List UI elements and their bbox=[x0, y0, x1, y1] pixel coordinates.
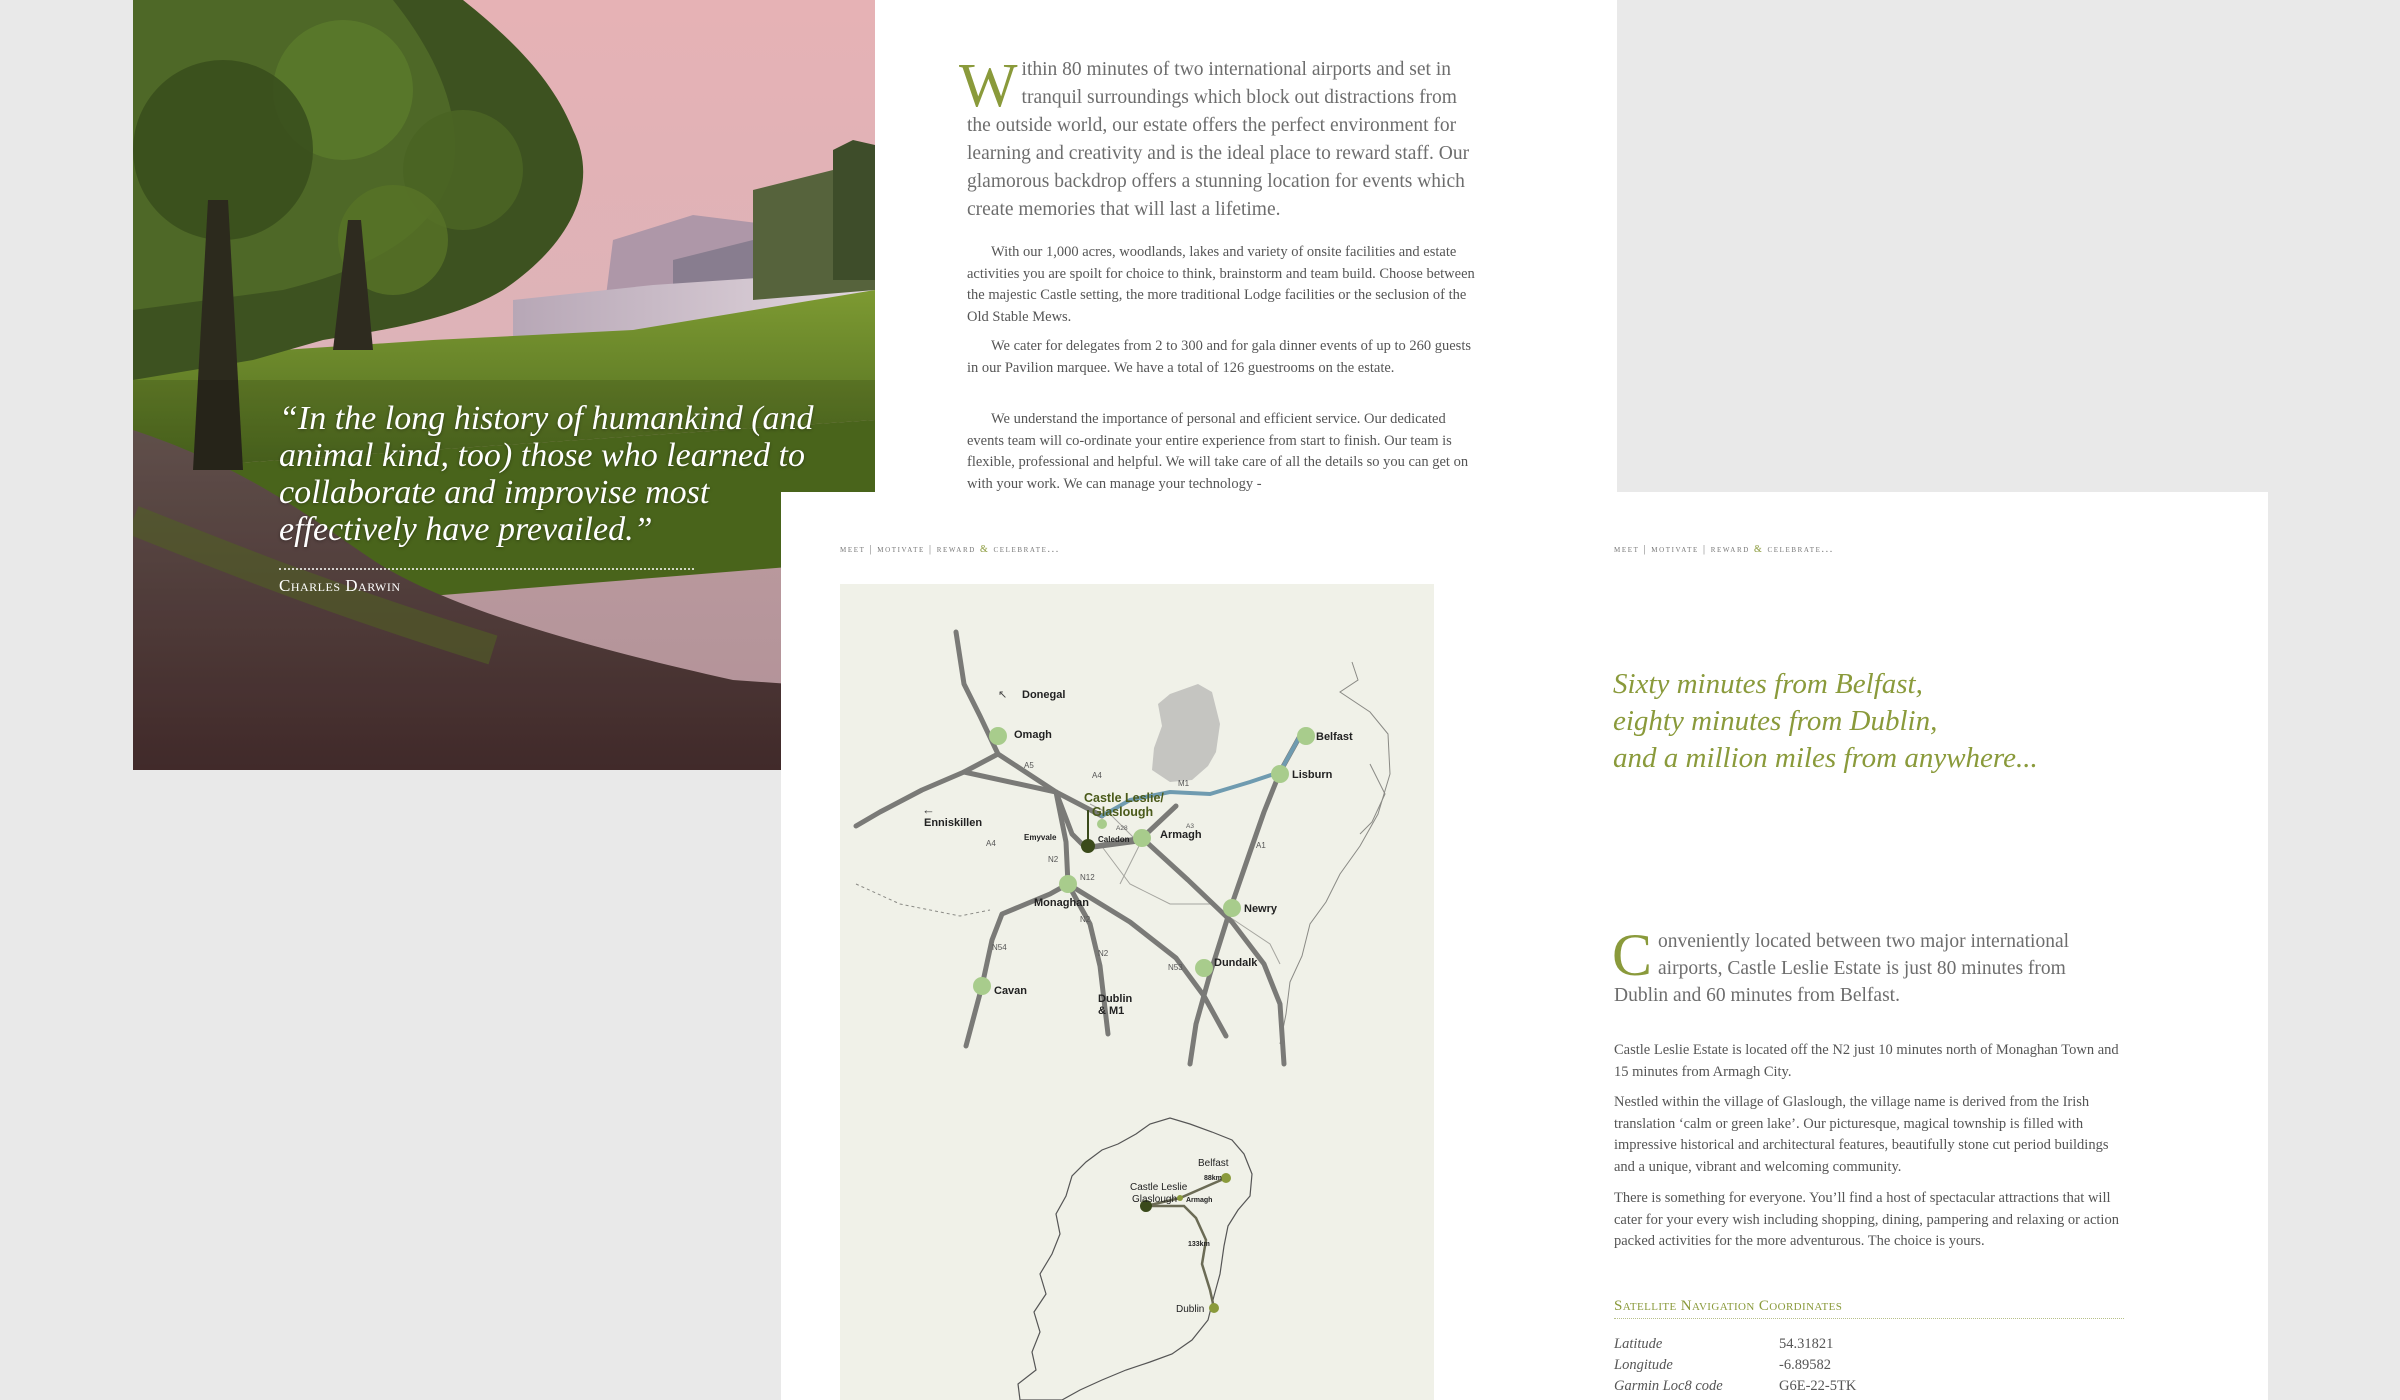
coord-value: G6E-22-5TK bbox=[1779, 1378, 1857, 1394]
intro-lead-text: ithin 80 minutes of two international airports and set in tranquil surroundings which block out distractions from the outside world, our estate offers the perfect environment for learning and creativity and is the ideal place to reward staff. Our glamorous backdrop offers a stunning location for events which create memories that will last a lifetime. bbox=[967, 59, 1470, 220]
inset-label-dublin-km: 133km bbox=[1188, 1241, 1210, 1248]
region-map-svg bbox=[840, 584, 1434, 1400]
location-tagline bbox=[1613, 666, 2173, 777]
location-lead-text: onveniently located between two major international airports, Castle Leslie Estate is just 80 minutes from Dublin and 60 minutes from Belfast. bbox=[1614, 931, 2070, 1006]
coord-label: Latitude bbox=[1614, 1336, 1663, 1352]
location-drop-cap: C bbox=[1612, 922, 1653, 988]
map-label-glaslough: Glaslough bbox=[1092, 805, 1154, 819]
road-label-n2-a: N2 bbox=[1048, 855, 1059, 864]
location-lead-paragraph bbox=[1612, 922, 2114, 1009]
coord-row-latitude bbox=[1614, 1334, 1856, 1355]
coordinates-table bbox=[1614, 1334, 1856, 1397]
satnav-heading: Satellite Navigation Coordinates bbox=[1614, 1298, 1843, 1314]
map-label-enniskillen: Enniskillen bbox=[924, 817, 983, 829]
inset-label-belfast: Belfast bbox=[1198, 1158, 1229, 1169]
intro-text-page bbox=[875, 0, 1617, 492]
location-paragraph-2: Nestled within the village of Glaslough, the village name is derived from the Irish translation ‘calm or green lake’. Our picturesque, magical township is filled with impressive historical and architectural features, beautifully stone cut period buildings and a unique, vibrant and welcoming community. bbox=[1614, 1094, 2109, 1175]
intro-paragraph-3: We understand the importance of personal and efficient service. Our dedicated events team will co-ordinate your entire experience from start to finish. Our team is flexible, professional and helpful. We will take care of all the details so you can get on with your work. We can manage your technology - bbox=[967, 411, 1469, 492]
location-spread bbox=[781, 492, 2268, 1400]
coord-row-loc8 bbox=[1614, 1376, 1856, 1397]
road-label-a1: A1 bbox=[1256, 841, 1266, 850]
enniskillen-arrow-icon: ← bbox=[922, 802, 935, 817]
intro-drop-cap: W bbox=[959, 52, 1018, 120]
inset-label-glaslough: Glaslough bbox=[1132, 1194, 1178, 1205]
intro-paragraph-2: We cater for delegates from 2 to 300 and for gala dinner events of up to 260 guests in our Pavilion marquee. We have a total of 126 guestrooms on the estate. bbox=[967, 338, 1472, 376]
road-label-a4-west: A4 bbox=[986, 839, 996, 848]
road-label-n53: N53 bbox=[1168, 963, 1183, 972]
map-label-caledon: Caledon bbox=[1098, 835, 1130, 844]
coord-label: Garmin Loc8 code bbox=[1614, 1378, 1723, 1394]
map-label-castle-leslie: Castle Leslie/ bbox=[1084, 791, 1164, 805]
road-label-a3: A3 bbox=[1186, 823, 1194, 830]
map-label-newry: Newry bbox=[1244, 903, 1278, 915]
coord-value: 54.31821 bbox=[1779, 1336, 1834, 1352]
location-map bbox=[840, 584, 1434, 1400]
landscape-photo bbox=[133, 0, 875, 770]
running-head-left: meet | motivate | reward & celebrate... bbox=[840, 544, 1060, 555]
ireland-inset-map bbox=[1018, 1118, 1252, 1400]
map-label-armagh: Armagh bbox=[1160, 829, 1202, 841]
darwin-quote: “In the long history of humankind (and animal kind, too) those who learned to collaborate and improvise most effectively have prevailed.” bbox=[279, 400, 814, 548]
landscape-photo-page bbox=[133, 0, 875, 770]
intro-lead-paragraph bbox=[959, 52, 1479, 224]
coord-value: -6.89582 bbox=[1779, 1357, 1831, 1373]
road-label-m1: M1 bbox=[1178, 779, 1190, 788]
inset-label-dublin: Dublin bbox=[1176, 1304, 1205, 1315]
location-paragraph-3: There is something for everyone. You’ll find a host of spectacular attractions that will cater for your every wish including shopping, dining, pampering and relaxing or action packed activities for the more adventurous. The choice is yours. bbox=[1614, 1190, 2119, 1249]
tagline-line-1: Sixty minutes from Belfast, bbox=[1613, 668, 1923, 700]
map-label-cavan: Cavan bbox=[994, 985, 1028, 997]
inset-label-belfast-km: 88km bbox=[1204, 1175, 1222, 1182]
road-label-a28: A28 bbox=[1116, 825, 1128, 832]
map-label-lisburn: Lisburn bbox=[1292, 769, 1333, 781]
intro-paragraph-1: With our 1,000 acres, woodlands, lakes and variety of onsite facilities and estate activities you are spoilt for choice to think, brainstorm and team build. Choose between the majestic Castle setting, the more traditional Lodge facilities or the seclusion of the Old Stable Mews. bbox=[967, 244, 1475, 325]
map-label-omagh: Omagh bbox=[1014, 729, 1052, 741]
quote-author: Charles Darwin bbox=[279, 576, 401, 595]
quote-divider bbox=[279, 568, 694, 570]
road-label-a4-north: A4 bbox=[1092, 771, 1102, 780]
satnav-divider bbox=[1614, 1318, 2124, 1319]
coord-label: Longitude bbox=[1614, 1357, 1673, 1373]
lough-neagh bbox=[1152, 684, 1220, 782]
castle-leslie-marker bbox=[1081, 839, 1095, 853]
donegal-arrow-icon: ↖ bbox=[998, 689, 1008, 701]
map-label-m1: & M1 bbox=[1098, 1005, 1125, 1017]
map-label-belfast: Belfast bbox=[1316, 731, 1353, 743]
tagline-line-3: and a million miles from anywhere... bbox=[1613, 742, 2038, 774]
inset-label-castle-leslie: Castle Leslie bbox=[1130, 1182, 1188, 1193]
running-head-right: meet | motivate | reward & celebrate... bbox=[1614, 544, 1834, 555]
coord-row-longitude bbox=[1614, 1355, 1856, 1376]
map-label-dublin: Dublin bbox=[1098, 993, 1133, 1005]
inset-label-armagh: Armagh bbox=[1186, 1197, 1213, 1204]
tagline-line-2: eighty minutes from Dublin, bbox=[1613, 705, 1938, 737]
road-label-n2-c: N2 bbox=[1098, 949, 1109, 958]
road-network bbox=[856, 632, 1300, 1064]
road-label-n54: N54 bbox=[992, 943, 1007, 952]
road-label-n12: N12 bbox=[1080, 873, 1095, 882]
map-label-donegal: Donegal bbox=[1022, 689, 1066, 701]
road-label-n2-b: N2 bbox=[1080, 915, 1091, 924]
map-label-monaghan: Monaghan bbox=[1034, 897, 1089, 909]
road-label-a5: A5 bbox=[1024, 761, 1034, 770]
map-label-emyvale: Emyvale bbox=[1024, 833, 1057, 842]
location-paragraph-1: Castle Leslie Estate is located off the N2 just 10 minutes north of Monaghan Town and 15 minutes from Armagh City. bbox=[1614, 1042, 2119, 1080]
map-label-dundalk: Dundalk bbox=[1214, 957, 1258, 969]
